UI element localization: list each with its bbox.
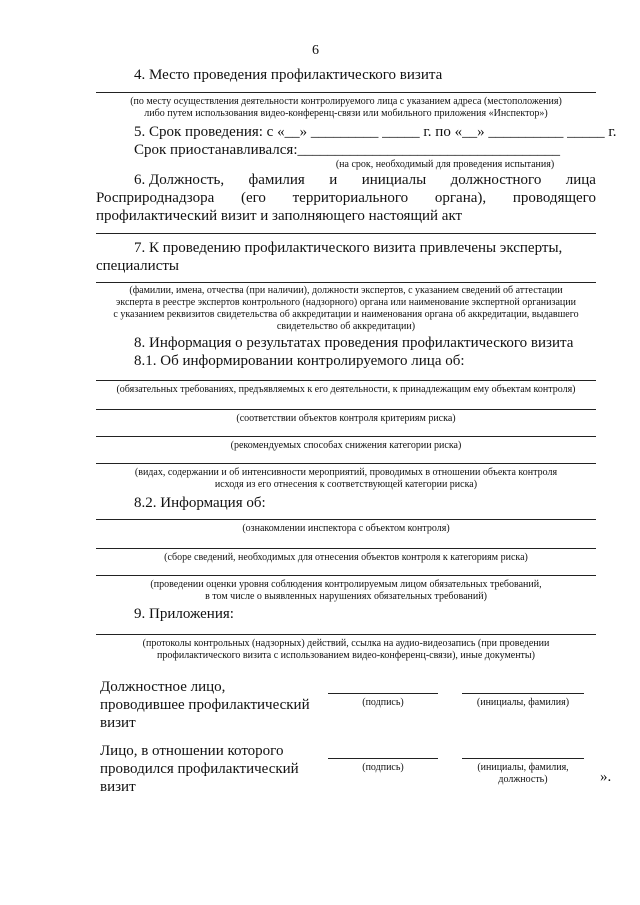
name-line: [462, 758, 584, 759]
fill-line: [96, 519, 596, 520]
section-9-note-2: профилактического визита с использованием видео-конференц-связи), иные документы): [157, 650, 535, 661]
section-8-note-1: (обязательных требованиях, предъявляемых к его деятельности, к принадлежащим ему объектам контроля): [116, 384, 576, 395]
sign-2-name-caption-1: (инициалы, фамилия,: [477, 762, 569, 773]
sign-2-label-line-1: Лицо, в отношении которого: [100, 743, 284, 759]
section-8-note-7a: (проведении оценки уровня соблюдения контролируемым лицом обязательных требований,: [150, 579, 542, 590]
section-5-line-2: Срок приостанавливался:___________________________________: [134, 142, 560, 158]
fill-line: [96, 634, 596, 635]
section-6-line-3: профилактический визит и заполняющего настоящий акт: [96, 208, 463, 224]
sign-2-name-caption-2: должность): [498, 774, 548, 785]
fill-line: [96, 436, 596, 437]
section-6-line-2: Росприроднадзора (его территориального органа), проводящего: [96, 190, 596, 206]
section-9-title: 9. Приложения:: [134, 606, 234, 622]
sign-2-label-line-2: проводился профилактический: [100, 761, 299, 777]
section-8-note-4b: исходя из его отнесения к соответствующей категории риска): [214, 479, 478, 490]
fill-line: [96, 92, 596, 93]
sign-1-signature-caption: (подпись): [362, 697, 404, 708]
fill-line: [96, 409, 596, 410]
section-7-note-1: (фамилии, имена, отчества (при наличии), должности экспертов, с указанием сведений об аттестации: [129, 285, 563, 296]
sign-1-label-line-2: проводившее профилактический: [100, 697, 310, 713]
section-4-title: 4. Место проведения профилактического визита: [134, 67, 443, 83]
fill-line: [96, 233, 596, 234]
signature-line: [328, 758, 438, 759]
fill-line: [96, 463, 596, 464]
sign-1-label-line-1: Должностное лицо,: [100, 679, 226, 695]
fill-line: [96, 282, 596, 283]
section-8-note-4a: (видах, содержании и об интенсивности мероприятий, проводимых в отношении объекта контроля: [134, 467, 558, 478]
section-8-note-6: (сборе сведений, необходимых для отнесения объектов контроля к категориям риска): [164, 552, 528, 563]
section-8-note-7b: в том числе о выявленных нарушениях обязательных требований): [205, 591, 487, 602]
section-8-2-title: 8.2. Информация об:: [134, 495, 266, 511]
section-8-note-3: (рекомендуемых способах снижения категории риска): [230, 440, 462, 451]
section-8-note-2: (соответствии объектов контроля критериям риска): [236, 413, 456, 424]
signature-line: [328, 693, 438, 694]
sign-1-name-caption: (инициалы, фамилия): [476, 697, 570, 708]
section-7-note-2: эксперта в реестре экспертов контрольного (надзорного) органа или наименование экспертной организации: [116, 297, 576, 308]
section-7-line-2: специалисты: [96, 258, 179, 274]
section-4-note-1: (по месту осуществления деятельности контролируемого лица с указанием адреса (местоположения): [130, 96, 562, 107]
fill-line: [96, 548, 596, 549]
section-5-note: (на срок, необходимый для проведения испытания): [335, 159, 555, 170]
section-8-note-5: (ознакомлении инспектора с объектом контроля): [242, 523, 450, 534]
section-7-note-4: свидетельство об аккредитации): [276, 321, 416, 332]
page-number: 6: [312, 43, 319, 58]
name-line: [462, 693, 584, 694]
section-6-line-1: 6. Должность, фамилия и инициалы должностного лица: [134, 172, 596, 188]
fill-line: [96, 380, 596, 381]
fill-line: [96, 575, 596, 576]
section-8-title: 8. Информация о результатах проведения профилактического визита: [134, 335, 574, 351]
section-9-note-1: (протоколы контрольных (надзорных) действий, ссылка на аудио-видеозапись (при проведении: [142, 638, 550, 649]
closing-quote: ».: [600, 769, 612, 785]
section-8-1-title: 8.1. Об информировании контролируемого лица об:: [134, 353, 465, 369]
section-5-line-1: 5. Срок проведения: с «__» _________ _____ г. по «__» __________ _____ г.: [134, 124, 617, 140]
sign-2-signature-caption: (подпись): [362, 762, 404, 773]
section-7-line-1: 7. К проведению профилактического визита привлечены эксперты,: [134, 240, 563, 256]
section-4-note-2: либо путем использования видео-конференц-связи или мобильного приложения «Инспектор»): [144, 108, 548, 119]
section-7-note-3: с указанием реквизитов свидетельства об аккредитации и наименования органа об аккредитации, выдавшего: [113, 309, 579, 320]
sign-1-label-line-3: визит: [100, 715, 136, 731]
sign-2-label-line-3: визит: [100, 779, 136, 795]
